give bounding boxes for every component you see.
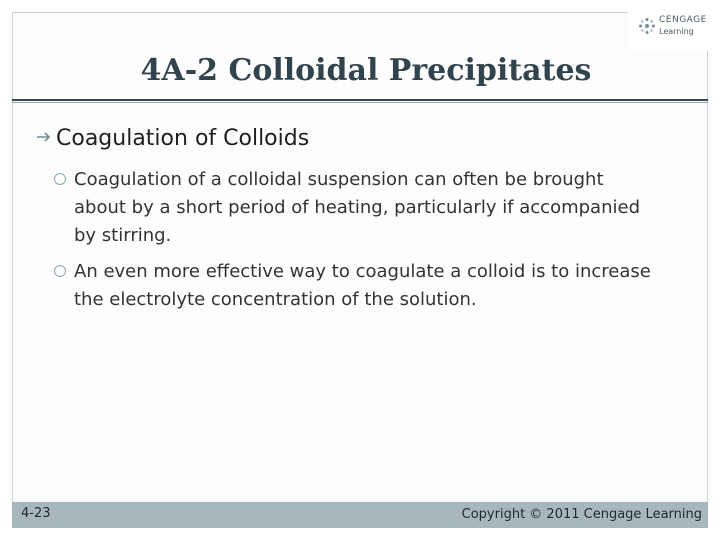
slide-title: 4A-2 Colloidal Precipitates (140, 53, 592, 88)
title-divider (12, 99, 708, 101)
bullet-level2-text: An even more effective way to coagulate a colloid is to increase the electrolyte concentration of the solution. (74, 261, 651, 310)
bullet-level2-item (54, 166, 654, 250)
cengage-logo-icon (638, 17, 656, 35)
cengage-logo (628, 11, 708, 51)
logo-subtext: Learning (659, 27, 694, 36)
bullet-level2-text: Coagulation of a colloidal suspension can often be brought about by a short period of heating, particularly if accompanied by stirring. (74, 169, 640, 246)
copyright-text: Copyright © 2011 Cengage Learning (461, 507, 702, 522)
logo-name: CENGAGE (659, 15, 707, 25)
bullet-level1-text: Coagulation of Colloids (56, 126, 310, 151)
title-divider-secondary (12, 102, 708, 103)
circle-bullet-icon (54, 265, 66, 277)
bullet-level1 (34, 126, 309, 151)
arrow-bullet-icon (34, 129, 56, 150)
bullet-level2-item (54, 258, 654, 314)
page-number: 4-23 (21, 506, 51, 521)
circle-bullet-icon (54, 173, 66, 185)
footer-band (12, 502, 708, 528)
